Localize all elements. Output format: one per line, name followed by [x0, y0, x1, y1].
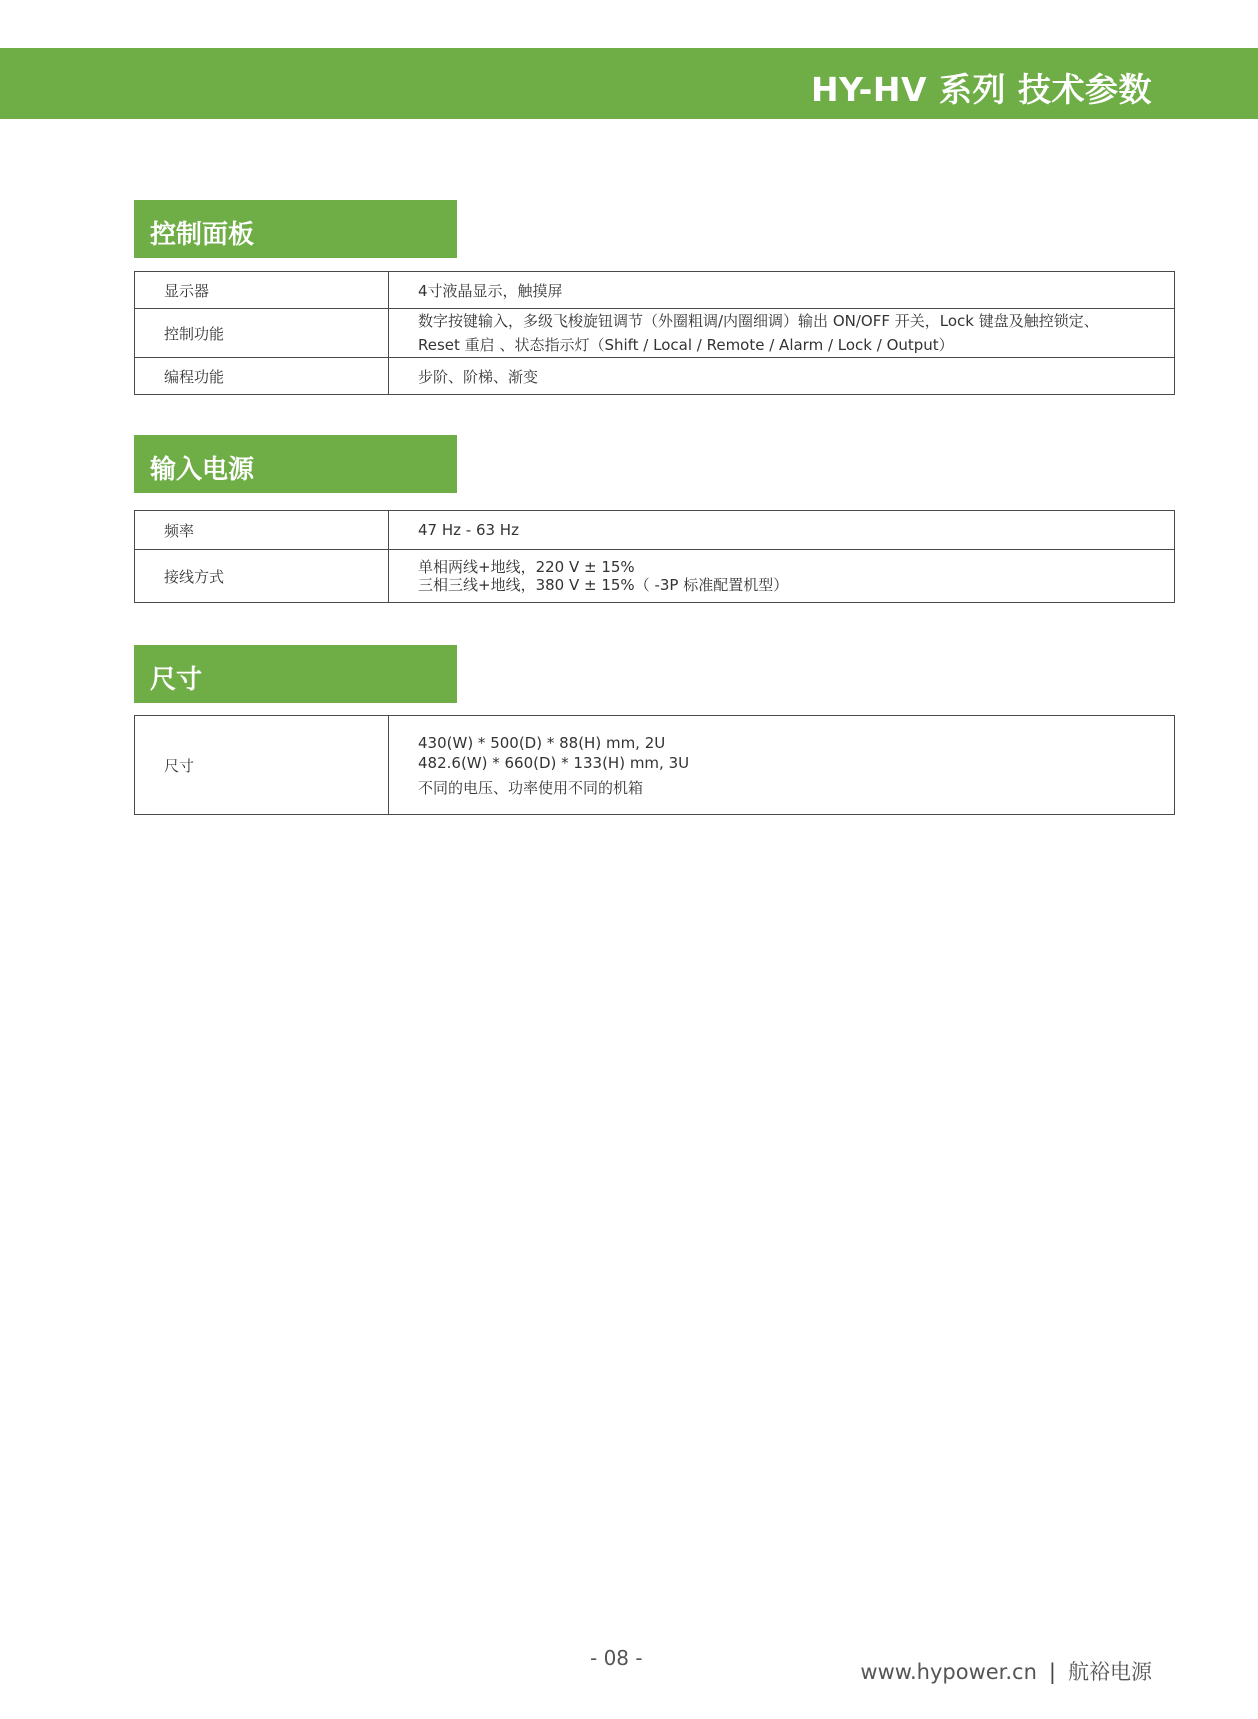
value-line: 47 Hz - 63 Hz: [418, 521, 519, 539]
value-line: 步阶、阶梯、渐变: [418, 367, 539, 386]
table-row: [135, 272, 1175, 309]
footer-brand: [860, 1656, 1152, 1686]
row-value: [389, 511, 1175, 550]
control-panel-table: [134, 271, 1175, 395]
value-line: Reset 重启 、状态指示灯（Shift / Local / Remote / Alarm / Lock / Output）: [418, 336, 954, 354]
input-power-table: [134, 510, 1175, 603]
value-line: 三相三线+地线，380 V ± 15%（ -3P 标准配置机型）: [418, 576, 789, 594]
value-line: 482.6(W) * 660(D) * 133(H) mm, 3U: [418, 753, 690, 772]
top-banner: [0, 48, 1258, 119]
section-title: 输入电源: [150, 455, 255, 485]
company-name: 航裕电源: [1068, 1660, 1152, 1684]
row-label: 控制功能: [135, 309, 389, 358]
row-value: [389, 716, 1175, 815]
page-number: - 08 -: [590, 1646, 643, 1670]
footer-separator: |: [1048, 1660, 1056, 1684]
value-line: 4寸液晶显示，触摸屏: [418, 281, 563, 300]
website-link[interactable]: www.hypower.cn: [860, 1660, 1037, 1684]
section-header-input-power: [134, 435, 457, 493]
section-header-control-panel: [134, 200, 457, 258]
row-label: 编程功能: [135, 358, 389, 395]
dimensions-table: [134, 715, 1175, 815]
row-label: 显示器: [135, 272, 389, 309]
section-header-dimensions: [134, 645, 457, 703]
value-line: 单相两线+地线，220 V ± 15%: [418, 558, 635, 576]
table-row: [135, 716, 1175, 815]
row-label: 尺寸: [135, 716, 389, 815]
row-value: [389, 550, 1175, 603]
row-value: [389, 309, 1175, 358]
row-value: [389, 272, 1175, 309]
table-row: [135, 511, 1175, 550]
document-title: HY-HV 系列 技术参数: [811, 70, 1152, 109]
table-row: [135, 309, 1175, 358]
value-line: 数字按键输入，多级飞梭旋钮调节（外圈粗调/内圈细调）输出 ON/OFF 开关，Lock 键盘及触控锁定、: [418, 312, 1099, 330]
row-value: [389, 358, 1175, 395]
value-line: 不同的电压、功率使用不同的机箱: [418, 778, 644, 797]
table-row: [135, 358, 1175, 395]
value-line: 430(W) * 500(D) * 88(H) mm, 2U: [418, 733, 666, 752]
table-row: [135, 550, 1175, 603]
row-label: 频率: [135, 511, 389, 550]
section-title: 尺寸: [150, 665, 203, 695]
row-label: 接线方式: [135, 550, 389, 603]
section-title: 控制面板: [150, 220, 255, 250]
